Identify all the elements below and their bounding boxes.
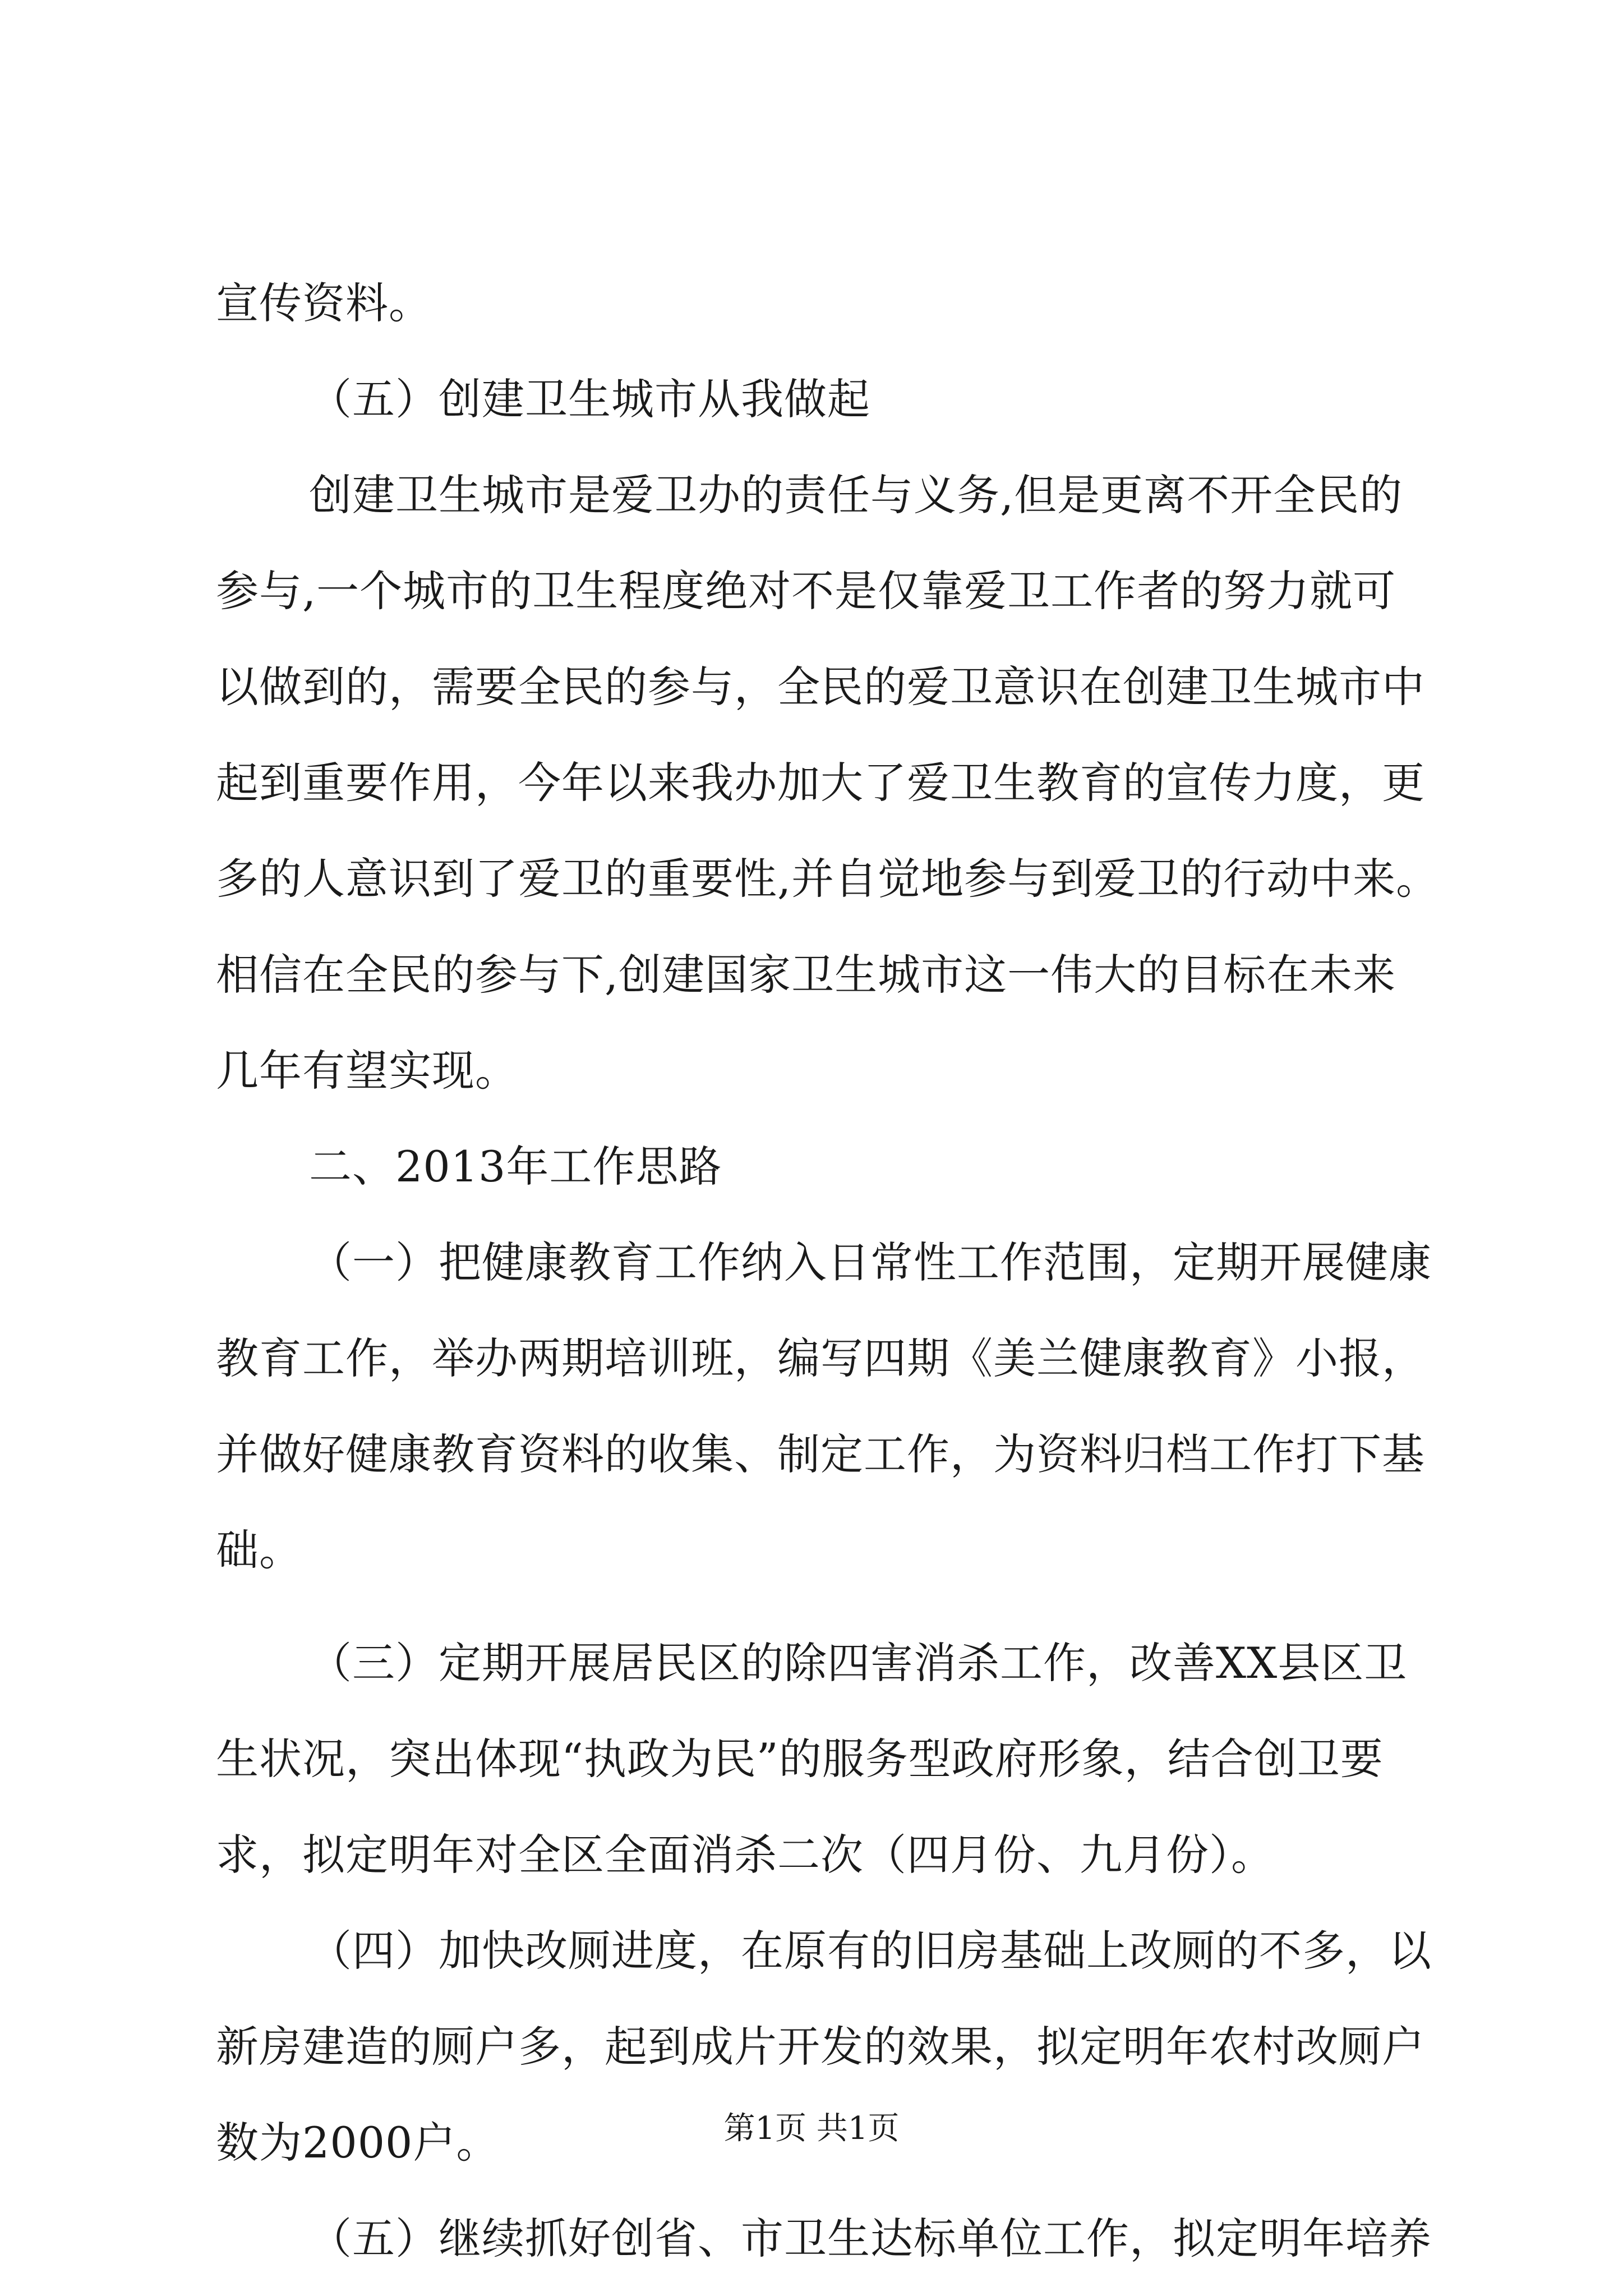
paragraph-line: 求，拟定明年对全区全面消杀二次（四月份、九月份）。 [216,1830,1274,1880]
paragraph-line: 多的人意识到了爱卫的重要性,并自觉地参与到爱卫的行动中来。 [216,854,1440,904]
paragraph-line: （三）定期开展居民区的除四害消杀工作，改善XX县区卫 [309,1638,1408,1688]
section-heading: （五）创建卫生城市从我做起 [309,374,870,424]
paragraph-line: （四）加快改厕进度，在原有的旧房基础上改厕的不多，以 [309,1926,1432,1976]
paragraph-line: 相信在全民的参与下,创建国家卫生城市这一伟大的目标在未来 [216,950,1396,1000]
section-heading: 二、2013年工作思路 [309,1142,722,1191]
paragraph-line: 数为2000户。 [216,2118,500,2168]
paragraph-line: 创建卫生城市是爱卫办的责任与义务,但是更离不开全民的 [309,470,1403,520]
document-body [216,255,1440,2286]
page-footer: 第1页 共1页 [723,2110,900,2147]
paragraph-line: 以做到的，需要全民的参与，全民的爱卫意识在创建卫生城市中 [216,662,1425,712]
paragraph-line: （五）继续抓好创省、市卫生达标单位工作，拟定明年培养 [309,2214,1432,2263]
paragraph-line: 几年有望实现。 [216,1046,518,1096]
paragraph-line: 新房建造的厕户多，起到成片开发的效果，拟定明年农村改厕户 [216,2022,1425,2072]
paragraph-line: 础。 [216,1525,302,1575]
paragraph-line: 教育工作，举办两期培训班，编写四期《美兰健康教育》小报， [216,1333,1425,1383]
paragraph-line: 生状况，突出体现“执政为民”的服务型政府形象，结合创卫要 [216,1734,1384,1784]
paragraph-line: 参与,一个城市的卫生程度绝对不是仅靠爱卫工作者的努力就可 [216,566,1396,616]
paragraph-gap [216,1598,1422,1615]
paragraph-line: 起到重要作用，今年以来我办加大了爱卫生教育的宣传力度，更 [216,758,1425,808]
paragraph-line: （一）把健康教育工作纳入日常性工作范围，定期开展健康 [309,1237,1432,1287]
paragraph-line: 并做好健康教育资料的收集、制定工作，为资料归档工作打下基 [216,1429,1425,1479]
text-line: 宣传资料。 [216,278,432,328]
